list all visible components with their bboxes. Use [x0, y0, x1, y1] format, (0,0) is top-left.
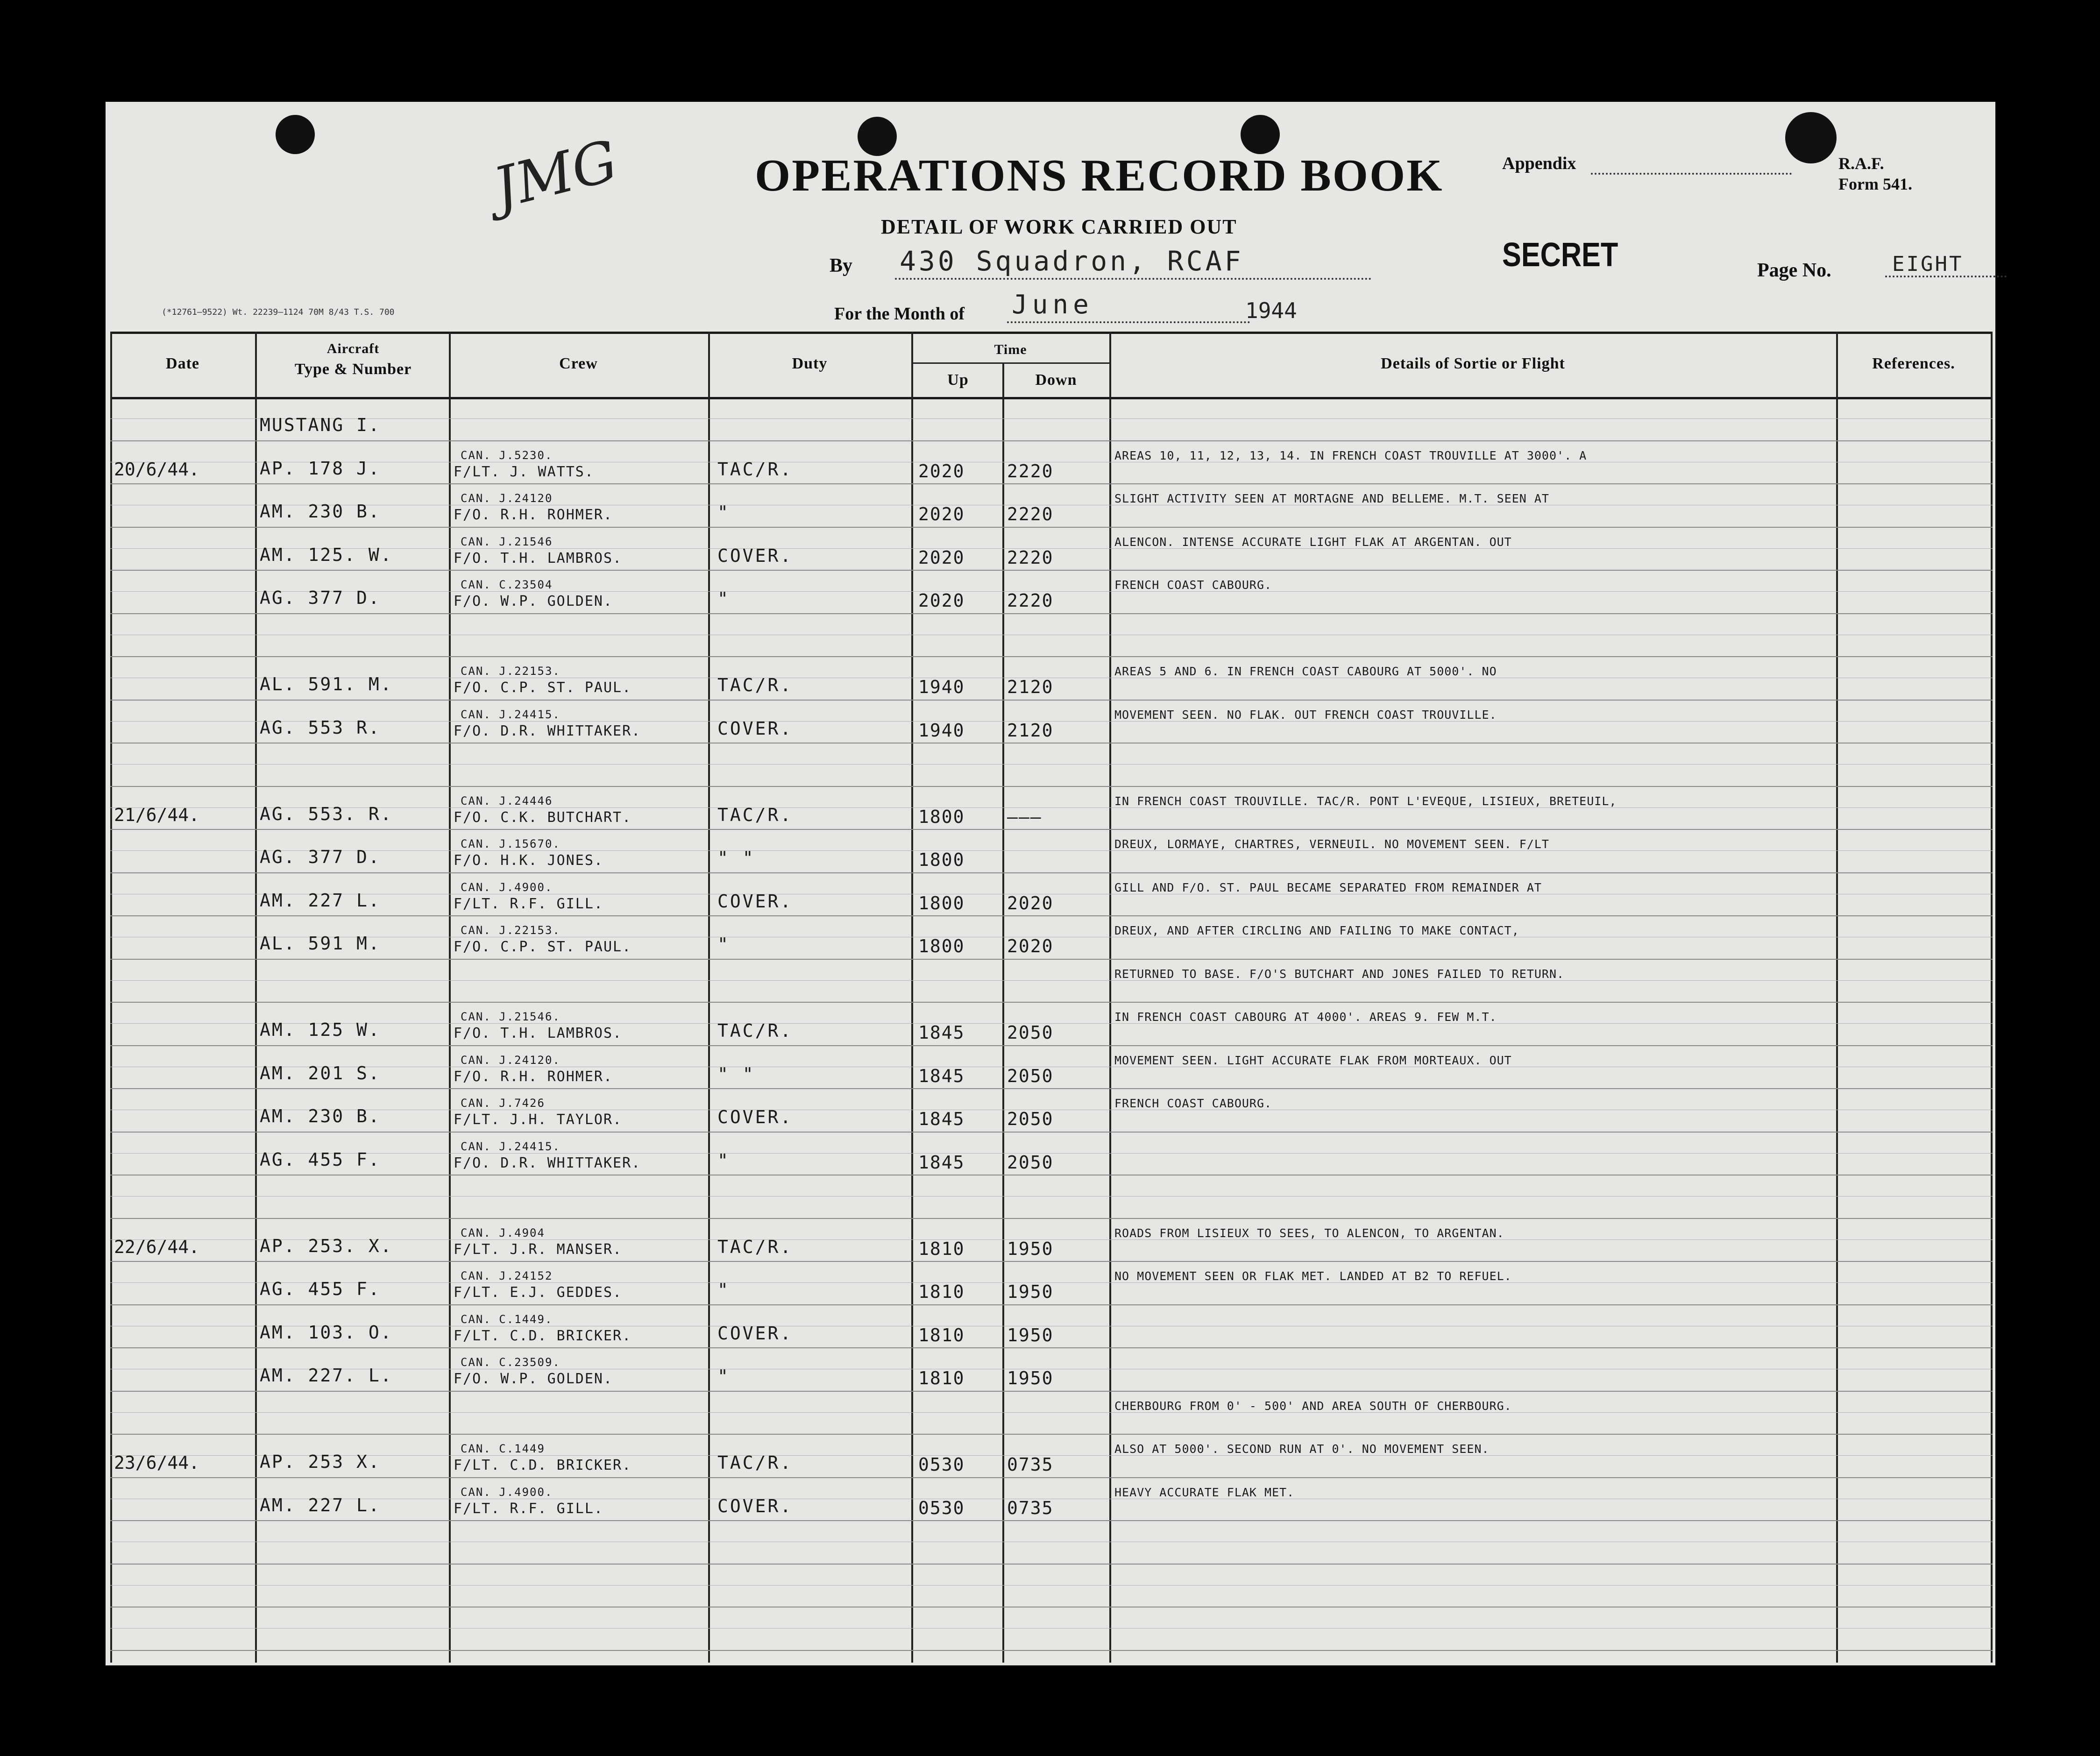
time-up: 1845	[918, 1109, 965, 1129]
crew-service-number: CAN. J.21546	[461, 535, 553, 548]
crew-service-number: CAN. C.23509.	[461, 1356, 560, 1369]
crew-name: F/LT. R.F. GILL.	[454, 1500, 603, 1517]
time-up: 1810	[918, 1282, 965, 1302]
crew-name: F/O. T.H. LAMBROS.	[454, 1025, 623, 1041]
col-details: Details of Sortie or Flight	[1381, 355, 1565, 372]
crew-service-number: CAN. J.22153.	[461, 924, 560, 937]
time-down: 2220	[1007, 590, 1054, 611]
crew-service-number: CAN. C.1449.	[461, 1312, 553, 1326]
duty: "	[717, 588, 730, 609]
crew-name: F/LT. J.H. TAYLOR.	[454, 1112, 623, 1128]
col-time: Time	[994, 342, 1027, 357]
duty: TAC/R.	[717, 459, 793, 480]
time-up: 2020	[918, 460, 965, 481]
crew-service-number: CAN. J.24120.	[461, 1053, 560, 1067]
duty: COVER.	[717, 545, 793, 566]
aircraft-number: AP. 178 J.	[260, 458, 381, 479]
time-up: 1800	[918, 850, 965, 870]
duty: "	[717, 1150, 730, 1171]
time-down: 0735	[1007, 1497, 1054, 1518]
form-id: R.A.F. Form 541.	[1838, 154, 1912, 193]
time-up: 1940	[918, 720, 965, 741]
duty: COVER.	[717, 718, 793, 739]
crew-service-number: CAN. J.24152	[461, 1269, 553, 1282]
crew-service-number: CAN. J.22153.	[461, 665, 560, 678]
sortie-detail-line: NO MOVEMENT SEEN OR FLAK MET. LANDED AT B2 TO REFUEL.	[1114, 1269, 1512, 1283]
duty: "	[717, 1280, 730, 1300]
aircraft-number: AL. 591. M.	[260, 674, 393, 694]
crew-service-number: CAN. J.24415.	[461, 1140, 560, 1153]
operations-table	[106, 98, 1995, 1665]
duty: "	[717, 934, 730, 955]
duty: COVER.	[717, 891, 793, 912]
col-aircraft-type: Type & Number	[294, 361, 412, 378]
sortie-detail-line: HEAVY ACCURATE FLAK MET.	[1114, 1485, 1295, 1499]
sortie-detail-line: RETURNED TO BASE. F/O'S BUTCHART AND JONES FAILED TO RETURN.	[1114, 967, 1565, 981]
crew-name: F/O. D.R. WHITTAKER.	[454, 722, 641, 739]
crew-name: F/O. W.P. GOLDEN.	[454, 593, 613, 609]
time-down: 2050	[1007, 1152, 1054, 1173]
time-up: 1800	[918, 936, 965, 956]
sortie-detail-line: CHERBOURG FROM 0' - 500' AND AREA SOUTH OF CHERBOURG.	[1114, 1399, 1512, 1413]
crew-name: F/O. W.P. GOLDEN.	[454, 1371, 613, 1387]
time-down: 2020	[1007, 892, 1054, 913]
sortie-detail-line: MOVEMENT SEEN. NO FLAK. OUT FRENCH COAST TROUVILLE.	[1114, 708, 1497, 722]
aircraft-number: AM. 103. O.	[260, 1322, 393, 1343]
year-value: 1944	[1245, 298, 1297, 323]
crew-name: F/LT. R.F. GILL.	[454, 895, 603, 912]
duty: COVER.	[717, 1495, 793, 1516]
crew-name: F/LT. C.D. BRICKER.	[454, 1327, 632, 1344]
entry-date: 23/6/44.	[114, 1452, 200, 1473]
crew-name: F/O. H.K. JONES.	[454, 852, 603, 869]
sortie-detail-line: DREUX, LORMAYE, CHARTRES, VERNEUIL. NO MOVEMENT SEEN. F/LT	[1114, 837, 1549, 851]
crew-name: F/LT. J. WATTS.	[454, 463, 594, 480]
sortie-detail-line: IN FRENCH COAST TROUVILLE. TAC/R. PONT L'EVEQUE, LISIEUX, BRETEUIL,	[1114, 794, 1617, 808]
time-down: 1950	[1007, 1238, 1054, 1259]
duty: " "	[717, 848, 755, 868]
time-up: 1800	[918, 806, 965, 827]
time-up: 2020	[918, 547, 965, 568]
sortie-detail-line: MOVEMENT SEEN. LIGHT ACCURATE FLAK FROM MORTEAUX. OUT	[1114, 1053, 1512, 1067]
sortie-detail-line: ROADS FROM LISIEUX TO SEES, TO ALENCON, TO ARGENTAN.	[1114, 1226, 1504, 1240]
sortie-detail-line: FRENCH COAST CABOURG.	[1114, 578, 1272, 592]
page-title: OPERATIONS RECORD BOOK	[755, 150, 1444, 201]
aircraft-number: AG. 553 R.	[260, 717, 381, 738]
secret-stamp: SECRET	[1502, 236, 1618, 274]
aircraft-number: AP. 253 X.	[260, 1452, 381, 1472]
time-down: 2120	[1007, 720, 1054, 741]
duty: TAC/R.	[717, 1452, 793, 1473]
crew-service-number: CAN. J.24415.	[461, 708, 560, 721]
crew-name: F/LT. E.J. GEDDES.	[454, 1284, 623, 1301]
sortie-detail-line: FRENCH COAST CABOURG.	[1114, 1097, 1272, 1110]
aircraft-number: AM. 125. W.	[260, 544, 393, 565]
col-references: References.	[1872, 355, 1955, 372]
by-label: By	[830, 255, 853, 276]
aircraft-number: AM. 227. L.	[260, 1365, 393, 1386]
aircraft-number: AG. 455 F.	[260, 1149, 381, 1170]
time-down: 2220	[1007, 460, 1054, 481]
time-down: 1950	[1007, 1368, 1054, 1388]
duty: COVER.	[717, 1323, 793, 1344]
page-number-label: Page No.	[1757, 260, 1831, 281]
crew-service-number: CAN. J.5230.	[461, 448, 553, 462]
sortie-detail-line: ALSO AT 5000'. SECOND RUN AT 0'. NO MOVEMENT SEEN.	[1114, 1442, 1490, 1456]
month-value: June	[1012, 290, 1093, 320]
print-code: (*12761—9522) Wt. 22239—1124 70M 8/43 T.S. 700	[162, 307, 395, 317]
col-duty: Duty	[792, 355, 828, 372]
sortie-detail-line: AREAS 10, 11, 12, 13, 14. IN FRENCH COAST TROUVILLE AT 3000'. A	[1114, 448, 1587, 462]
time-down: 2050	[1007, 1022, 1054, 1043]
time-down: 2050	[1007, 1109, 1054, 1129]
duty: COVER.	[717, 1107, 793, 1127]
crew-service-number: CAN. J.15670.	[461, 837, 560, 850]
time-down: 2220	[1007, 504, 1054, 524]
entry-date: 22/6/44.	[114, 1236, 200, 1257]
sortie-detail-line: ALENCON. INTENSE ACCURATE LIGHT FLAK AT ARGENTAN. OUT	[1114, 535, 1512, 549]
time-up: 1810	[918, 1324, 965, 1345]
crew-name: F/O. C.P. ST. PAUL.	[454, 939, 632, 955]
crew-service-number: CAN. J.4904	[461, 1226, 545, 1239]
sortie-detail-line: IN FRENCH COAST CABOURG AT 4000'. AREAS 9. FEW M.T.	[1114, 1010, 1497, 1024]
squadron-value: 430 Squadron, RCAF	[900, 245, 1244, 277]
aircraft-number: AL. 591 M.	[260, 933, 381, 954]
col-crew: Crew	[559, 355, 598, 372]
aircraft-number: AM. 227 L.	[260, 890, 381, 911]
crew-name: F/LT. J.R. MANSER.	[454, 1241, 623, 1258]
time-up: 0530	[918, 1454, 965, 1475]
time-down: 2120	[1007, 677, 1054, 697]
aircraft-number: AM. 227 L.	[260, 1494, 381, 1515]
time-up: 2020	[918, 504, 965, 524]
entry-date: 21/6/44.	[114, 804, 200, 825]
entry-date: 20/6/44.	[114, 459, 200, 480]
aircraft-number: AM. 201 S.	[260, 1062, 381, 1083]
time-up: 1800	[918, 892, 965, 913]
aircraft-number: AM. 125 W.	[260, 1020, 381, 1040]
crew-service-number: CAN. J.21546.	[461, 1010, 560, 1023]
time-up: 1845	[918, 1022, 965, 1043]
record-sheet	[106, 98, 1995, 1665]
crew-service-number: CAN. J.24120	[461, 492, 553, 505]
time-down: 1950	[1007, 1282, 1054, 1302]
sortie-detail-line: AREAS 5 AND 6. IN FRENCH COAST CABOURG AT 5000'. NO	[1114, 665, 1497, 678]
aircraft-number: MUSTANG I.	[260, 415, 381, 435]
aircraft-number: AM. 230 B.	[260, 501, 381, 522]
crew-service-number: CAN. J.7426	[461, 1097, 545, 1110]
col-date: Date	[166, 355, 199, 372]
crew-name: F/O. D.R. WHITTAKER.	[454, 1154, 641, 1171]
time-down: ———	[1007, 806, 1042, 827]
aircraft-number: AG. 553. R.	[260, 803, 393, 824]
time-up: 1810	[918, 1238, 965, 1259]
crew-name: F/LT. C.D. BRICKER.	[454, 1457, 632, 1473]
month-label: For the Month of	[834, 304, 965, 324]
aircraft-number: AG. 377 D.	[260, 847, 381, 867]
sortie-detail-line: DREUX, AND AFTER CIRCLING AND FAILING TO MAKE CONTACT,	[1114, 924, 1519, 937]
crew-service-number: CAN. C.23504	[461, 578, 553, 591]
sortie-detail-line: GILL AND F/O. ST. PAUL BECAME SEPARATED FROM REMAINDER AT	[1114, 880, 1542, 894]
col-aircraft: Aircraft	[326, 341, 380, 356]
time-up: 1845	[918, 1152, 965, 1173]
page-number-value: EIGHT	[1892, 252, 1964, 276]
crew-name: F/O. C.K. BUTCHART.	[454, 809, 632, 826]
col-time-up: Up	[947, 371, 969, 389]
time-up: 1810	[918, 1368, 965, 1388]
time-up: 1845	[918, 1065, 965, 1086]
crew-name: F/O. R.H. ROHMER.	[454, 507, 613, 523]
duty: "	[717, 1366, 730, 1387]
aircraft-number: AP. 253. X.	[260, 1235, 393, 1256]
duty: TAC/R.	[717, 1236, 793, 1257]
time-down: 0735	[1007, 1454, 1054, 1475]
crew-service-number: CAN. J.4900.	[461, 880, 553, 894]
duty: TAC/R.	[717, 675, 793, 695]
time-up: 1940	[918, 677, 965, 697]
time-down: 1950	[1007, 1324, 1054, 1345]
crew-name: F/O. T.H. LAMBROS.	[454, 550, 623, 566]
crew-service-number: CAN. J.24446	[461, 794, 553, 807]
time-down: 2220	[1007, 547, 1054, 568]
crew-name: F/O. R.H. ROHMER.	[454, 1068, 613, 1085]
duty: TAC/R.	[717, 804, 793, 825]
time-up: 0530	[918, 1497, 965, 1518]
time-down: 2050	[1007, 1065, 1054, 1086]
aircraft-number: AG. 455 F.	[260, 1279, 381, 1299]
crew-service-number: CAN. J.4900.	[461, 1485, 553, 1499]
aircraft-number: AG. 377 D.	[260, 588, 381, 608]
crew-name: F/O. C.P. ST. PAUL.	[454, 680, 632, 696]
col-time-down: Down	[1035, 371, 1077, 389]
time-down: 2020	[1007, 936, 1054, 956]
duty: " "	[717, 1063, 755, 1084]
appendix-label: Appendix	[1502, 154, 1576, 173]
time-up: 2020	[918, 590, 965, 611]
crew-service-number: CAN. C.1449	[461, 1442, 545, 1455]
handwritten-initials: JMG	[487, 128, 624, 222]
duty: TAC/R.	[717, 1020, 793, 1041]
duty: "	[717, 502, 730, 523]
sortie-detail-line: SLIGHT ACTIVITY SEEN AT MORTAGNE AND BELLEME. M.T. SEEN AT	[1114, 492, 1549, 505]
aircraft-number: AM. 230 B.	[260, 1106, 381, 1126]
page-subtitle: DETAIL OF WORK CARRIED OUT	[881, 215, 1237, 238]
